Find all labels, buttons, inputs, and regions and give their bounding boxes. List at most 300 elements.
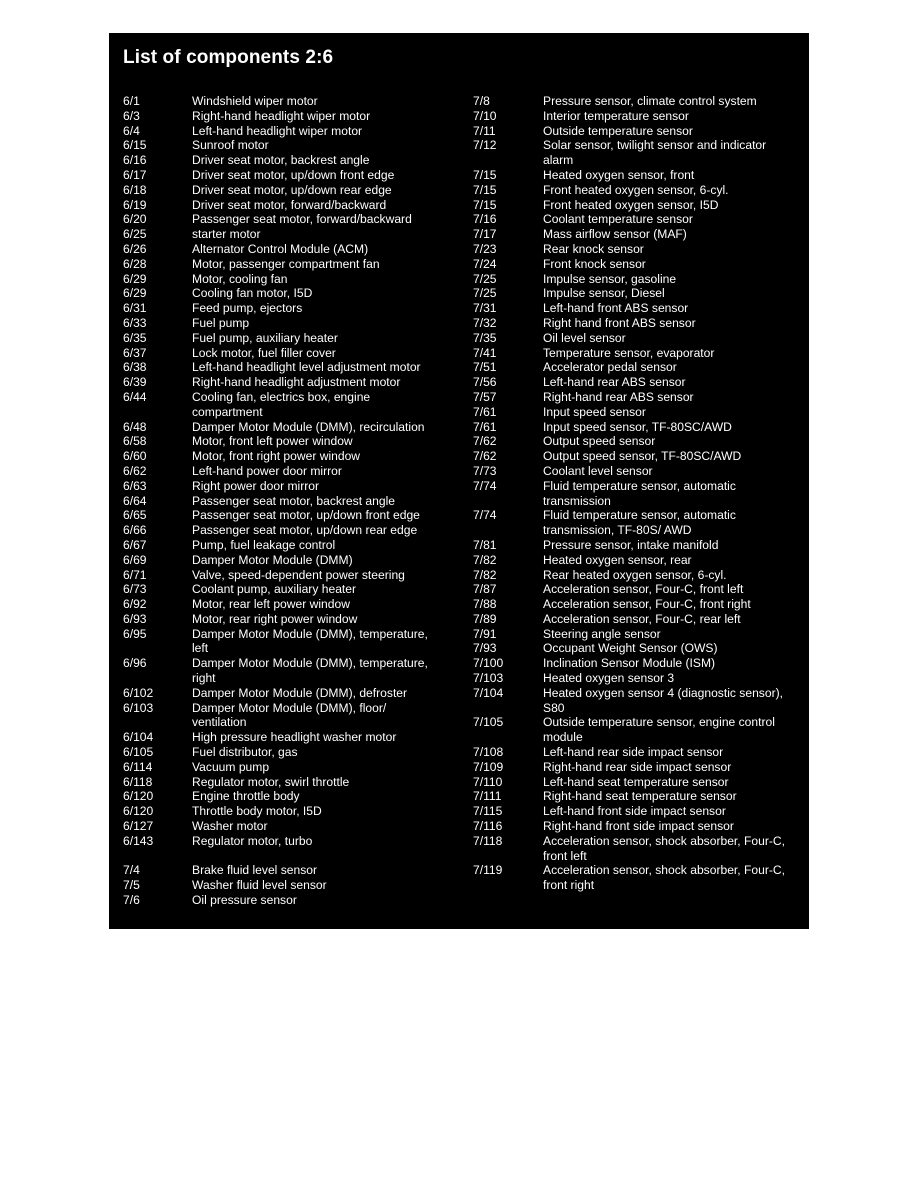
component-code: 6/35 [123,330,147,345]
component-row [473,168,813,183]
component-row [123,242,463,257]
component-code: 6/93 [123,611,147,626]
component-description: Output speed sensor [543,434,656,449]
component-description: Input speed sensor [543,404,646,419]
component-description: Windshield wiper motor [192,94,318,108]
component-description: Solar sensor, twilight sensor and indicator [543,138,767,153]
component-code: 6/3 [123,108,140,123]
component-row [123,434,463,449]
component-row [473,420,813,435]
component-row [473,109,813,124]
component-row [123,183,463,198]
component-row [473,568,813,583]
component-code: 6/120 [123,789,154,804]
component-description: module [543,730,583,745]
component-row [473,257,813,272]
component-description: alarm [543,153,574,168]
component-description: Accelerator pedal sensor [543,360,677,375]
component-description: Lock motor, fuel filler cover [192,345,336,360]
component-description: Regulator motor, swirl throttle [192,774,350,789]
component-code: 6/114 [123,759,153,774]
component-description: Inclination Sensor Module (ISM) [543,656,716,671]
component-code: 6/25 [123,227,147,242]
component-description: Motor, front left power window [192,434,353,449]
component-description: Regulator motor, turbo [192,833,313,848]
component-description: Fluid temperature sensor, automatic [543,508,736,523]
component-code: 7/89 [473,611,497,626]
component-row [123,760,463,775]
left-column [123,94,463,908]
component-code: 7/115 [473,804,503,819]
component-description: right [192,671,216,686]
component-code: 7/110 [473,774,503,789]
component-code: 7/105 [473,715,504,730]
component-code: 7/109 [473,759,504,774]
component-row [123,538,463,553]
component-description: Fuel distributor, gas [192,745,298,760]
component-description: Driver seat motor, up/down rear edge [192,182,392,197]
component-code: 7/108 [473,745,504,760]
component-row [123,789,463,804]
component-description: Right-hand headlight wiper motor [192,108,371,123]
component-description: transmission [543,493,611,508]
component-code: 6/18 [123,182,147,197]
component-description: Heated oxygen sensor, front [543,167,695,182]
component-description: Right-hand front side impact sensor [543,819,734,834]
component-row [473,656,813,671]
component-row [473,449,813,464]
component-description: Passenger seat motor, up/down front edge [192,508,420,523]
component-code: 7/116 [473,819,503,834]
component-row [473,819,813,834]
component-row [123,449,463,464]
component-description: Right-hand rear ABS sensor [543,389,694,404]
component-description: front left [543,848,587,863]
component-description: Coolant temperature sensor [543,212,693,227]
component-row [473,715,813,745]
component-row [123,627,463,657]
component-row [473,94,813,109]
component-description: Driver seat motor, forward/backward [192,197,387,212]
component-row [123,523,463,538]
component-row [123,375,463,390]
component-code: 7/56 [473,375,497,390]
component-description: Acceleration sensor, Four-C, rear left [543,611,741,626]
component-description: Heated oxygen sensor 3 [543,671,675,686]
component-code: 6/20 [123,212,147,227]
component-row [123,775,463,790]
component-description: Left-hand headlight wiper motor [192,123,363,138]
component-description: Impulse sensor, gasoline [543,271,677,286]
component-description: Right-hand headlight adjustment motor [192,375,401,390]
component-description: Left-hand rear side impact sensor [543,745,724,760]
component-description: Front heated oxygen sensor, 6-cyl. [543,182,729,197]
component-row [123,819,463,834]
component-code: 7/25 [473,271,497,286]
component-row [473,464,813,479]
component-row [123,464,463,479]
component-description: Feed pump, ejectors [192,301,303,316]
component-row [123,212,463,227]
component-description: Fluid temperature sensor, automatic [543,478,736,493]
component-code: 7/10 [473,108,497,123]
component-description: starter motor [192,227,261,242]
component-description: Damper Motor Module (DMM), defroster [192,685,408,700]
component-code: 7/119 [473,863,503,878]
component-code: 7/88 [473,597,497,612]
component-row [473,360,813,375]
component-row [123,153,463,168]
component-description: Driver seat motor, backrest angle [192,153,370,168]
component-code: 6/37 [123,345,147,360]
component-description: Acceleration sensor, shock absorber, Four-C, [543,833,785,848]
component-row [473,804,813,819]
component-row [473,124,813,139]
component-row [473,286,813,301]
component-row [473,434,813,449]
component-description: Occupant Weight Sensor (OWS) [543,641,718,656]
component-row [473,686,813,716]
component-code: 7/51 [473,360,497,375]
component-code: 6/58 [123,434,147,449]
components-panel [109,33,809,929]
component-description: ventilation [192,715,247,730]
component-row [473,375,813,390]
component-description: Acceleration sensor, shock absorber, Four-C, [543,863,785,878]
component-code: 6/92 [123,597,147,612]
component-code: 6/1 [123,94,140,108]
component-description: Outside temperature sensor, engine control [543,715,775,730]
component-row [473,301,813,316]
component-code: 6/103 [123,700,154,715]
component-description: Pressure sensor, intake manifold [543,537,719,552]
component-description: Rear knock sensor [543,241,644,256]
component-row [473,641,813,656]
component-row [123,272,463,287]
component-description: Left-hand front side impact sensor [543,804,726,819]
component-code: 7/82 [473,552,497,567]
component-code: 6/105 [123,745,154,760]
component-description: Washer motor [192,819,268,834]
component-description: Temperature sensor, evaporator [543,345,715,360]
component-code: 6/69 [123,552,147,567]
component-row [473,390,813,405]
component-code: 7/15 [473,182,497,197]
component-description: Damper Motor Module (DMM), temperature, [192,656,428,671]
component-row [473,745,813,760]
component-code: 7/25 [473,286,497,301]
component-description: Output speed sensor, TF-80SC/AWD [543,449,742,464]
component-description: transmission, TF-80S/ AWD [543,523,692,538]
component-code: 7/87 [473,582,497,597]
component-code: 6/104 [123,730,154,745]
component-row [473,227,813,242]
component-row [123,804,463,819]
component-code: 7/57 [473,389,497,404]
component-row [123,198,463,213]
component-row [123,360,463,375]
component-code: 7/91 [473,626,497,641]
component-code: 6/143 [123,833,154,848]
page-title: List of components 2:6 [123,47,334,68]
component-row [473,834,813,864]
component-code: 7/12 [473,138,497,153]
component-description: Right-hand seat temperature sensor [543,789,737,804]
component-row [473,671,813,686]
component-row [123,479,463,494]
component-row [123,168,463,183]
component-description: Motor, cooling fan [192,271,288,286]
component-row [123,316,463,331]
component-code: 6/120 [123,804,154,819]
component-row [473,538,813,553]
component-code: 7/16 [473,212,497,227]
component-code: 6/65 [123,508,147,523]
component-description: Heated oxygen sensor 4 (diagnostic sensor), [543,685,783,700]
component-row [123,94,463,109]
component-row [473,760,813,775]
component-row [473,212,813,227]
component-description: Motor, passenger compartment fan [192,256,380,271]
component-code: 6/44 [123,389,147,404]
component-row [123,553,463,568]
component-description: Oil level sensor [543,330,626,345]
component-row [473,597,813,612]
component-description: Damper Motor Module (DMM), floor/ [192,700,387,715]
component-description: Valve, speed-dependent power steering [192,567,405,582]
component-description: Passenger seat motor, forward/backward [192,212,412,227]
section-gap [123,849,463,864]
component-description: Left-hand headlight level adjustment motor [192,360,421,375]
component-description: Coolant pump, auxiliary heater [192,582,357,597]
component-code: 7/5 [123,878,140,893]
component-code: 7/6 [123,893,140,908]
component-row [473,405,813,420]
component-row [123,346,463,361]
component-description: Mass airflow sensor (MAF) [543,227,687,242]
component-row [473,775,813,790]
component-row [123,494,463,509]
component-code: 6/102 [123,685,154,700]
component-row [123,745,463,760]
component-row [123,597,463,612]
component-code: 7/74 [473,508,497,523]
component-description: Damper Motor Module (DMM) [192,552,353,567]
component-row [473,582,813,597]
component-description: Impulse sensor, Diesel [543,286,665,301]
component-description: Motor, rear right power window [192,611,358,626]
component-code: 6/28 [123,256,147,271]
component-code: 6/71 [123,567,147,582]
component-row [473,331,813,346]
component-code: 7/17 [473,227,497,242]
component-code: 7/62 [473,449,497,464]
component-description: Passenger seat motor, backrest angle [192,493,396,508]
component-description: Rear heated oxygen sensor, 6-cyl. [543,567,727,582]
component-code: 6/39 [123,375,147,390]
component-row [473,198,813,213]
component-row [473,316,813,331]
component-code: 7/41 [473,345,497,360]
component-code: 7/73 [473,463,497,478]
component-code: 7/82 [473,567,497,582]
component-code: 7/61 [473,419,497,434]
component-description: Driver seat motor, up/down front edge [192,167,395,182]
component-code: 7/81 [473,537,497,552]
component-row [473,553,813,568]
component-description: Damper Motor Module (DMM), temperature, [192,626,428,641]
component-description: Brake fluid level sensor [192,863,318,878]
component-code: 7/104 [473,685,504,700]
component-row [123,612,463,627]
component-description: Acceleration sensor, Four-C, front left [543,582,744,597]
component-description: Pressure sensor, climate control system [543,94,757,108]
component-description: Right-hand rear side impact sensor [543,759,732,774]
component-code: 6/17 [123,167,147,182]
component-description: Washer fluid level sensor [192,878,327,893]
component-code: 6/95 [123,626,147,641]
component-row [123,686,463,701]
component-description: Damper Motor Module (DMM), recirculation [192,419,425,434]
component-code: 7/111 [473,789,502,804]
component-code: 6/60 [123,449,147,464]
component-code: 7/118 [473,833,503,848]
component-code: 7/62 [473,434,497,449]
component-code: 6/73 [123,582,147,597]
component-row [473,479,813,509]
component-description: Front heated oxygen sensor, I5D [543,197,719,212]
component-row [473,242,813,257]
component-row [123,301,463,316]
component-row [473,346,813,361]
component-description: Fuel pump [192,315,250,330]
component-row [473,789,813,804]
component-row [473,863,813,893]
component-row [123,420,463,435]
component-code: 6/26 [123,241,147,256]
component-code: 7/11 [473,123,496,138]
component-code: 6/38 [123,360,147,375]
component-row [473,627,813,642]
component-row [123,730,463,745]
component-description: Cooling fan, electrics box, engine [192,389,371,404]
component-row [473,272,813,287]
component-row [123,138,463,153]
component-description: Right hand front ABS sensor [543,315,696,330]
component-code: 6/96 [123,656,147,671]
component-row [123,109,463,124]
component-description: Heated oxygen sensor, rear [543,552,692,567]
component-code: 7/23 [473,241,497,256]
component-description: front right [543,878,595,893]
component-row [123,286,463,301]
component-description: Fuel pump, auxiliary heater [192,330,338,345]
component-description: Left-hand power door mirror [192,463,342,478]
component-row [473,183,813,198]
component-code: 6/31 [123,301,147,316]
component-description: Coolant level sensor [543,463,653,478]
component-code: 7/35 [473,330,497,345]
component-row [123,390,463,420]
component-description: Outside temperature sensor [543,123,693,138]
component-description: Left-hand front ABS sensor [543,301,689,316]
component-description: Oil pressure sensor [192,893,297,908]
component-code: 7/103 [473,671,504,686]
component-code: 6/29 [123,286,147,301]
component-code: 7/8 [473,94,490,108]
component-code: 6/48 [123,419,147,434]
component-code: 6/64 [123,493,147,508]
component-description: Alternator Control Module (ACM) [192,241,369,256]
component-description: Cooling fan motor, I5D [192,286,313,301]
component-description: Vacuum pump [192,759,270,774]
component-code: 6/118 [123,774,153,789]
component-code: 6/33 [123,315,147,330]
component-row [123,124,463,139]
component-row [123,878,463,893]
right-column [473,94,813,893]
component-row [123,508,463,523]
component-code: 7/100 [473,656,504,671]
component-code: 6/127 [123,819,154,834]
component-code: 7/15 [473,167,497,182]
component-code: 7/15 [473,197,497,212]
component-row [123,656,463,686]
component-row [473,612,813,627]
component-description: Interior temperature sensor [543,108,689,123]
component-code: 7/32 [473,315,497,330]
component-row [473,508,813,538]
component-code: 6/16 [123,153,147,168]
component-description: Pump, fuel leakage control [192,537,336,552]
component-description: Passenger seat motor, up/down rear edge [192,523,418,538]
component-description: Front knock sensor [543,256,646,271]
component-code: 7/93 [473,641,497,656]
component-code: 6/66 [123,523,147,538]
component-description: Motor, rear left power window [192,597,350,612]
component-code: 7/74 [473,478,497,493]
component-description: left [192,641,209,656]
component-code: 6/4 [123,123,140,138]
component-row [123,834,463,849]
component-row [123,893,463,908]
component-code: 6/19 [123,197,147,212]
component-code: 7/31 [473,301,497,316]
component-code: 7/24 [473,256,497,271]
component-row [123,863,463,878]
component-description: S80 [543,700,565,715]
component-code: 6/15 [123,138,147,153]
component-description: Left-hand seat temperature sensor [543,774,729,789]
component-code: 6/62 [123,463,147,478]
component-row [123,331,463,346]
component-code: 6/29 [123,271,147,286]
component-row [123,568,463,583]
component-row [123,257,463,272]
component-code: 7/61 [473,404,497,419]
component-description: Throttle body motor, I5D [192,804,322,819]
component-code: 6/63 [123,478,147,493]
component-description: Motor, front right power window [192,449,361,464]
component-row [123,227,463,242]
component-description: Input speed sensor, TF-80SC/AWD [543,419,732,434]
component-code: 7/4 [123,863,140,878]
component-row [123,701,463,731]
component-description: Left-hand rear ABS sensor [543,375,686,390]
component-description: Acceleration sensor, Four-C, front right [543,597,751,612]
component-code: 6/67 [123,537,147,552]
component-description: Engine throttle body [192,789,300,804]
